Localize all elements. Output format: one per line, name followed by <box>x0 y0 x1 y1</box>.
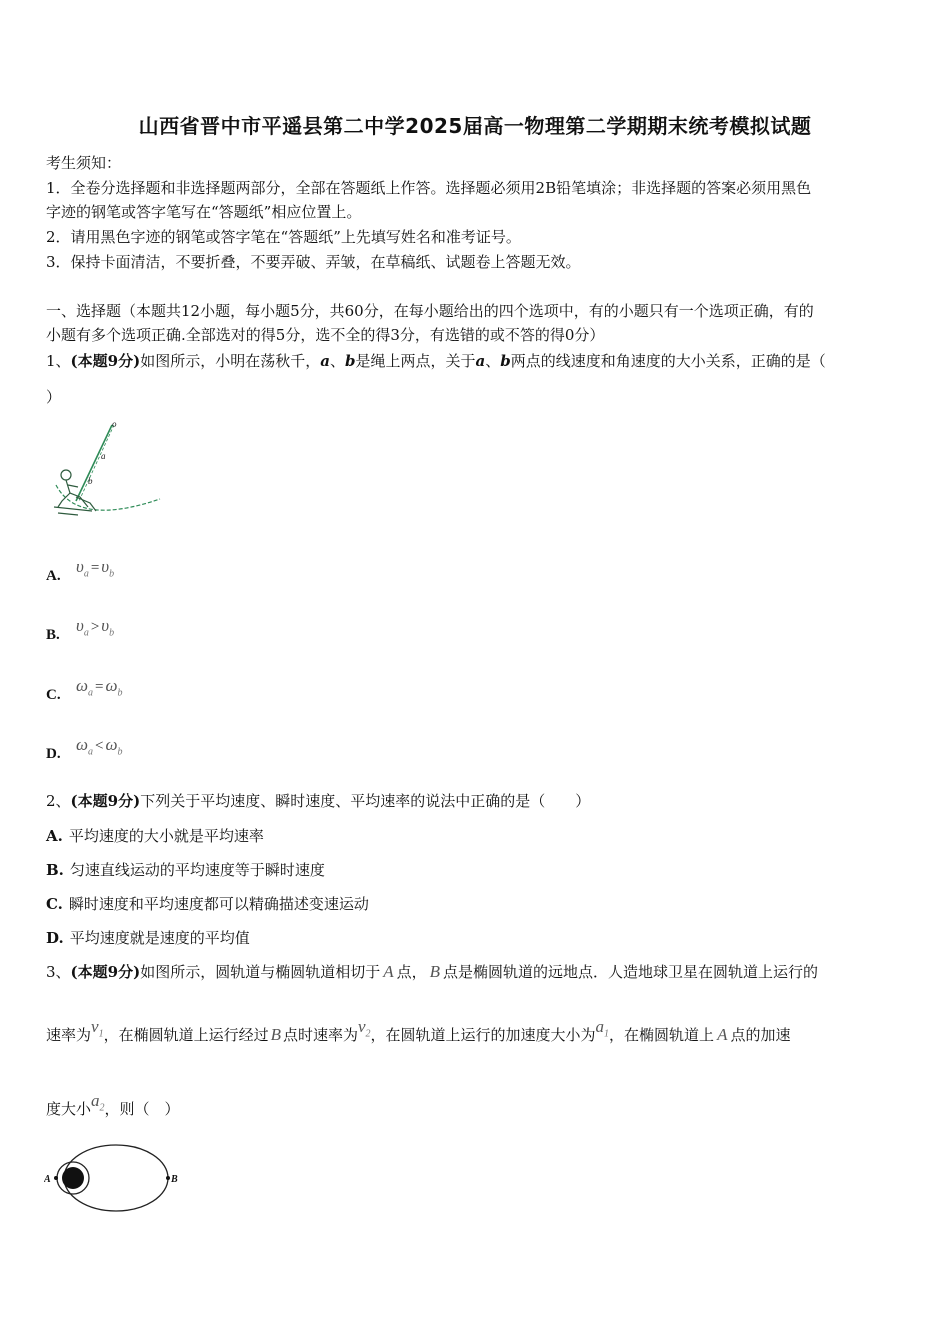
q1-option-b-label: B. <box>46 627 60 643</box>
question-3-stem: 3、(本题9分)如图所示，圆轨道与椭圆轨道相切于 A 点， B 点是椭圆轨道的远地点．人造地球卫星在圆轨道上运行的 <box>46 962 819 981</box>
question-1-stem-close: ） <box>46 388 62 406</box>
swing-figure <box>48 415 168 523</box>
a1-symbol: $a_1$ <box>595 1017 610 1040</box>
figure-label-a: a <box>101 451 106 461</box>
q1-score: (本题9分) <box>70 352 141 370</box>
section-1-instructions-cont: 小题有多个选项正确.全部选对的得5分，选不全的得3分，有选错的或不答的得0分） <box>46 326 605 344</box>
v1-symbol: $v_1$ <box>91 1017 104 1040</box>
q1-option-b-formula: $\upsilon_a > \upsilon_b$ <box>76 616 115 639</box>
q2-score: (本题9分) <box>70 792 141 810</box>
earth-icon <box>62 1167 84 1189</box>
orbit-label-b: B <box>171 1174 178 1185</box>
orbit-figure <box>44 1140 184 1218</box>
a2-symbol: $a_2$ <box>91 1091 105 1114</box>
page-title: 山西省晋中市平遥县第二中学2025届高一物理第二学期期末统考模拟试题 <box>138 114 812 138</box>
q2-option-d: D. 平均速度就是速度的平均值 <box>46 929 250 947</box>
question-3-stem-2: 速率为$v_1$，在椭圆轨道上运行经过 B 点时速率为$v_2$，在圆轨道上运行的加速度大小为$a_1$，在椭圆轨道上 A 点的加速 <box>46 1017 791 1044</box>
q1-option-d-label: D. <box>46 746 61 762</box>
notice-item-2: 2．请用黑色字迹的钢笔或答字笔在“答题纸”上先填写姓名和准考证号。 <box>46 228 521 246</box>
question-3-stem-3: 度大小$a_2$，则（ ） <box>46 1091 180 1118</box>
question-2-stem: 2、(本题9分)下列关于平均速度、瞬时速度、平均速率的说法中正确的是（ ） <box>46 792 591 810</box>
notice-heading: 考生须知： <box>46 154 122 172</box>
q3-score: (本题9分) <box>70 963 141 981</box>
notice-item-1-cont: 字迹的钢笔或答字笔写在“答题纸”相应位置上。 <box>46 203 362 221</box>
q1-number: 1、 <box>46 352 71 370</box>
v2-symbol: $v_2$ <box>357 1017 371 1040</box>
notice-item-1: 1．全卷分选择题和非选择题两部分，全部在答题纸上作答。选择题必须用2B铅笔填涂；非选择题的答案必须用黑色 <box>46 179 812 197</box>
q2-option-b: B. 匀速直线运动的平均速度等于瞬时速度 <box>46 861 325 879</box>
q1-option-c-label: C. <box>46 687 61 703</box>
q1-option-d-formula: $\omega_a < \omega_b$ <box>76 735 123 758</box>
notice-item-3: 3．保持卡面清洁，不要折叠，不要弄破、弄皱，在草稿纸、试题卷上答题无效。 <box>46 253 581 271</box>
q2-option-a: A. 平均速度的大小就是平均速率 <box>46 827 264 845</box>
figure-label-b: b <box>88 476 93 486</box>
figure-label-o: o <box>112 419 117 429</box>
q1-option-a-label: A. <box>46 568 61 584</box>
q1-option-a-formula: $\upsilon_a = \upsilon_b$ <box>76 557 115 580</box>
q2-option-c: C. 瞬时速度和平均速度都可以精确描述变速运动 <box>46 895 369 913</box>
q1-option-c-formula: $\omega_a = \omega_b$ <box>76 676 123 699</box>
section-1-instructions: 一、选择题（本题共12小题，每小题5分，共60分，在每小题给出的四个选项中，有的小题只有一个选项正确，有的 <box>46 302 814 320</box>
orbit-label-a: A <box>44 1174 51 1185</box>
question-1-stem: 1、(本题9分)如图所示，小明在荡秋千，a、b是绳上两点，关于a、b两点的线速度和角速度的大小关系，正确的是（ <box>46 352 826 370</box>
